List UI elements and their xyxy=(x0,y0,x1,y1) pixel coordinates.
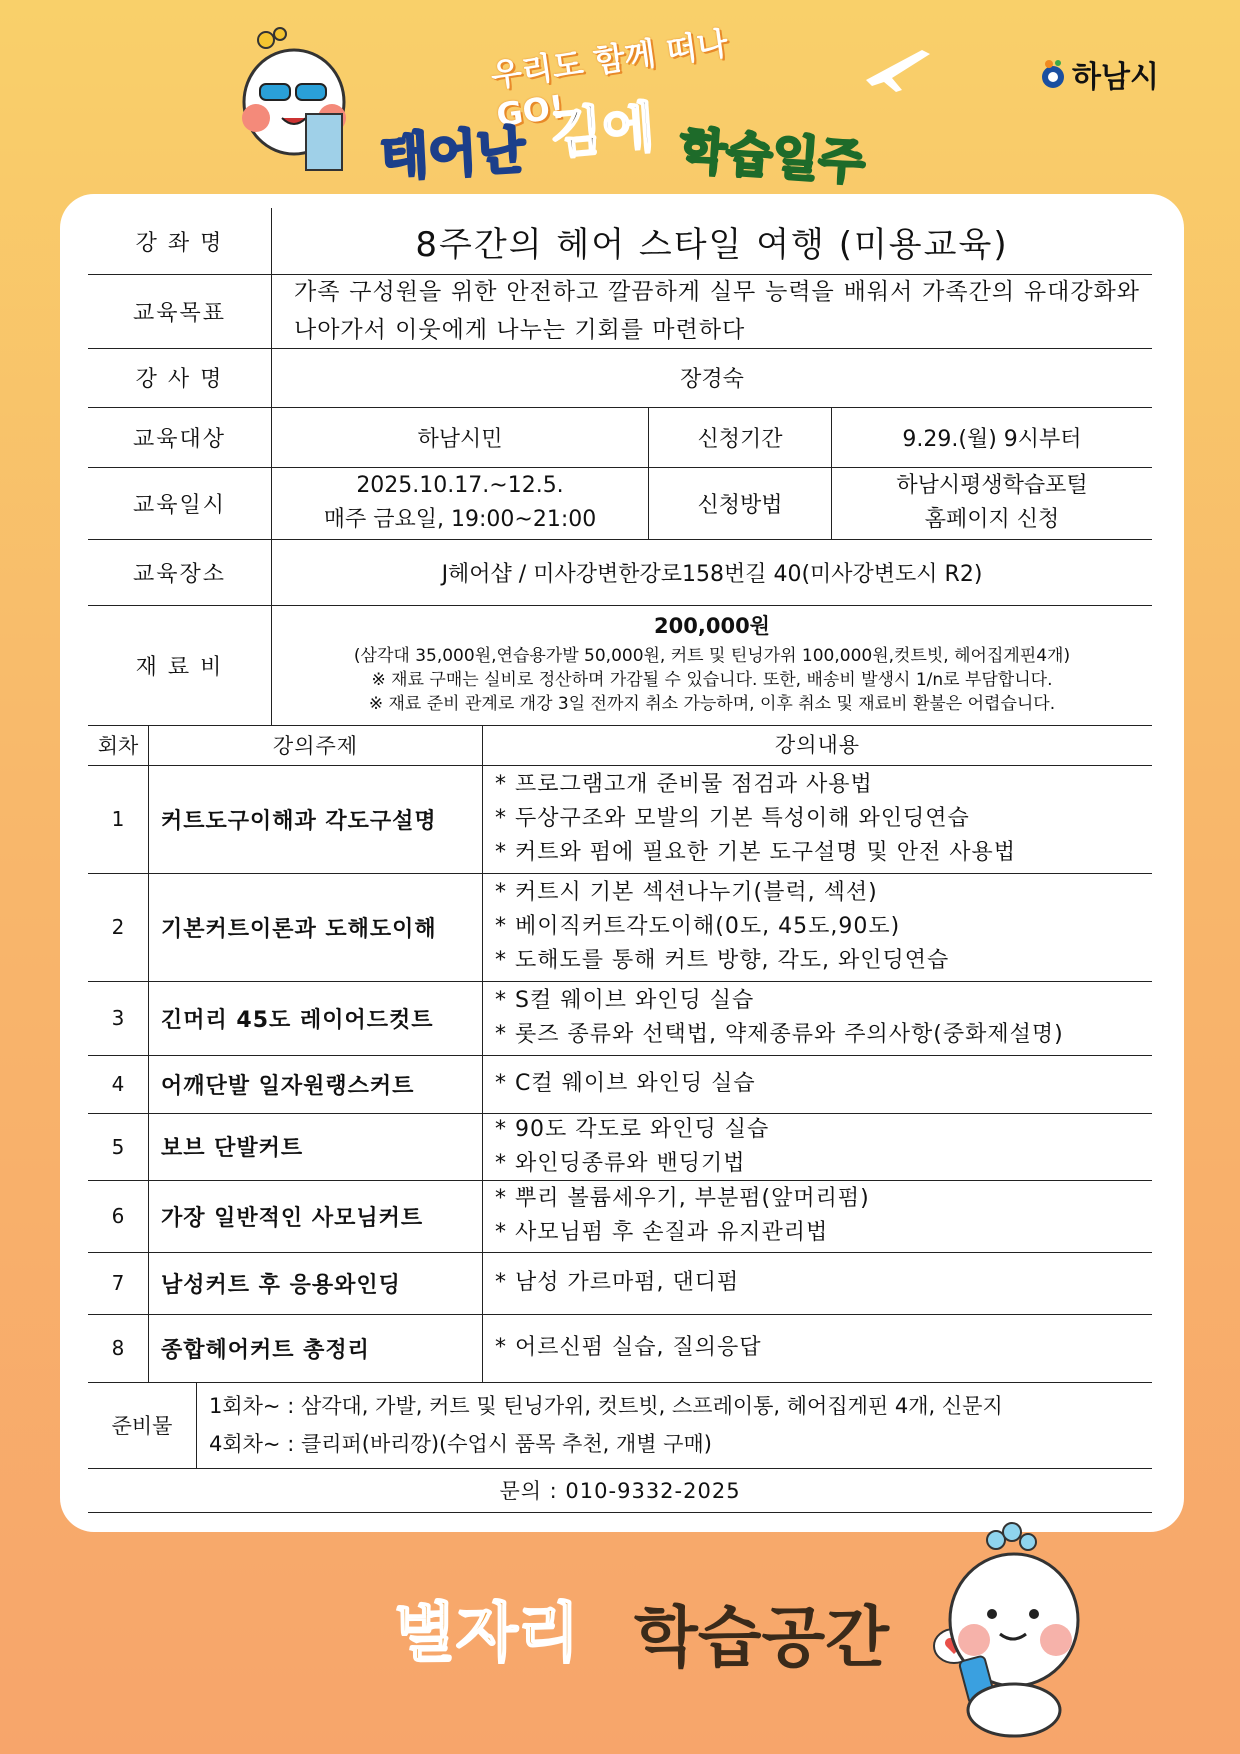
event-title xyxy=(378,88,900,192)
apply-method-value xyxy=(831,467,1152,539)
content-item: * 90도 각도로 와인딩 실습 xyxy=(495,1116,770,1142)
prep-line-1: 1회차~ : 삼각대, 가발, 커트 및 틴닝가위, 컷트빗, 스프레이통, 헤어집게핀 4개, 신문지 xyxy=(209,1394,1003,1418)
curriculum-row xyxy=(88,981,1152,1056)
content-item: * 도해도를 통해 커트 방향, 각도, 와인딩연습 xyxy=(495,948,950,973)
round-topic: 가장 일반적인 사모님커트 xyxy=(148,1180,482,1252)
curriculum-row xyxy=(88,873,1152,982)
content-item: * 베이직커트각도이해(0도, 45도,90도) xyxy=(495,914,901,939)
row-fee xyxy=(88,605,1152,726)
round-content xyxy=(482,1314,1152,1382)
content-item: * 남성 가르마펌, 댄디펌 xyxy=(495,1270,740,1295)
row-course xyxy=(88,208,1152,275)
logo-text: 하남시 xyxy=(1072,60,1159,95)
fee-label: 재 료 비 xyxy=(135,654,224,680)
round-content xyxy=(482,873,1152,981)
target-label: 교육대상 xyxy=(132,426,226,452)
content-item: * 커트시 기본 섹션나누기(블럭, 섹션) xyxy=(495,880,878,905)
round-number: 8 xyxy=(111,1336,125,1360)
content-item: * 뿌리 볼륨세우기, 부분펌(앞머리펌) xyxy=(495,1186,870,1211)
curriculum-row xyxy=(88,1252,1152,1315)
round-topic: 어깨단발 일자원랭스커트 xyxy=(148,1055,482,1113)
round-topic: 기본커트이론과 도해도이해 xyxy=(148,873,482,981)
prep-row xyxy=(88,1382,1152,1469)
header-round: 회차 xyxy=(97,734,139,758)
content-item: * 사모님펌 후 손질과 유지관리법 xyxy=(495,1220,829,1245)
round-content xyxy=(482,765,1152,873)
content-item: * 롯즈 종류와 선택법, 약제종류와 주의사항(중화제설명) xyxy=(495,1022,1064,1047)
round-number: 7 xyxy=(111,1271,125,1295)
round-content xyxy=(482,1252,1152,1314)
row-schedule xyxy=(88,467,1152,540)
course-label: 강 좌 명 xyxy=(135,230,224,256)
goal-text: 가족 구성원을 위한 안전하고 깔끔하게 실무 능력을 배워서 가족간의 유대강화와 나아가서 이웃에게 나누는 기회를 마련하다 xyxy=(271,274,1152,348)
curriculum-row xyxy=(88,1113,1152,1181)
round-topic: 남성커트 후 응용와인딩 xyxy=(148,1252,482,1314)
apply-period-label: 신청기간 xyxy=(648,407,831,467)
content-item: * S컬 웨이브 와인딩 실습 xyxy=(495,988,755,1013)
instructor-name: 장경숙 xyxy=(271,348,1152,407)
round-content xyxy=(482,981,1152,1055)
prep-content xyxy=(196,1382,1152,1468)
round-number: 1 xyxy=(111,807,125,831)
content-item: * C컬 웨이브 와인딩 실습 xyxy=(495,1071,756,1096)
curriculum-row xyxy=(88,1055,1152,1114)
title-part-2: 김에 xyxy=(548,95,657,166)
round-content xyxy=(482,1113,1152,1180)
header-topic: 강의주제 xyxy=(148,725,482,765)
schedule-time: 매주 금요일, 19:00~21:00 xyxy=(323,507,597,532)
round-topic: 커트도구이해과 각도구설명 xyxy=(148,765,482,873)
title-part-3: 학습일주 xyxy=(677,122,867,192)
fee-amount: 200,000원 xyxy=(654,614,770,638)
contact-info: 문의 : 010-9332-2025 xyxy=(88,1468,1152,1513)
schedule-dates: 2025.10.17.~12.5. xyxy=(356,473,564,498)
schedule-label: 교육일시 xyxy=(132,492,226,518)
mascot-traveler-icon xyxy=(236,18,356,178)
curriculum-row xyxy=(88,1314,1152,1383)
fee-note-1: ※ 재료 구매는 실비로 정산하며 가감될 수 있습니다. 또한, 배송비 발생시 1/n로 부담합니다. xyxy=(371,670,1053,690)
hanam-logo-icon xyxy=(1040,59,1066,89)
prep-line-2: 4회차~ : 클리퍼(바리깡)(수업시 품목 추천, 개별 구매) xyxy=(209,1432,712,1456)
content-item: * 커트와 펌에 필요한 기본 도구설명 및 안전 사용법 xyxy=(495,840,1016,865)
target-value: 하남시민 xyxy=(271,407,648,467)
content-item: * 어르신펌 실습, 질의응답 xyxy=(495,1335,762,1360)
tagline: 우리도 함께 떠나 GO! xyxy=(488,24,731,135)
fee-detail: (삼각대 35,000원,연습용가발 50,000원, 커트 및 틴닝가위 100,000원,컷트빗, 헤어집게핀4개) xyxy=(353,646,1071,666)
header-content: 강의내용 xyxy=(482,725,1152,765)
place-value: J헤어샵 / 미사강변한강로158번길 40(미사강변도시 R2) xyxy=(271,539,1152,605)
apply-period-value: 9.29.(월) 9시부터 xyxy=(831,407,1152,467)
round-number: 5 xyxy=(111,1134,125,1159)
round-content xyxy=(482,1180,1152,1252)
goal-label: 교육목표 xyxy=(132,300,226,326)
content-item: * 프로그램고개 준비물 점검과 사용법 xyxy=(495,772,873,797)
mascot-phone-icon xyxy=(934,1510,1094,1740)
content-item: * 와인딩종류와 밴딩기법 xyxy=(495,1150,746,1176)
curriculum-header xyxy=(88,725,1152,766)
airplane-icon xyxy=(862,40,934,94)
apply-method-line1: 하남시평생학습포털 xyxy=(896,473,1088,498)
curriculum-row xyxy=(88,765,1152,874)
round-number: 6 xyxy=(111,1204,125,1228)
footer-title xyxy=(394,1560,914,1680)
fee-value xyxy=(271,605,1152,725)
round-number: 2 xyxy=(111,915,125,939)
curriculum-row xyxy=(88,1180,1152,1253)
footer-title-part-2: 학습공간 xyxy=(634,1599,890,1676)
content-item: * 두상구조와 모발의 기본 특성이해 와인딩연습 xyxy=(495,806,970,831)
footer-title-part-1: 별자리 xyxy=(394,1597,580,1671)
round-topic: 보브 단발커트 xyxy=(148,1113,482,1180)
apply-method-line2: 홈페이지 신청 xyxy=(924,507,1060,532)
row-place xyxy=(88,539,1152,606)
row-instructor xyxy=(88,348,1152,408)
row-goal xyxy=(88,274,1152,349)
schedule-value xyxy=(271,467,648,539)
hanam-logo xyxy=(1040,52,1159,96)
fee-note-2: ※ 재료 준비 관계로 개강 3일 전까지 취소 가능하며, 이후 취소 및 재료비 환불은 어렵습니다. xyxy=(368,694,1056,714)
instructor-label: 강 사 명 xyxy=(135,367,224,392)
apply-method-label: 신청방법 xyxy=(648,467,831,539)
row-target xyxy=(88,407,1152,468)
round-topic: 종합헤어커트 총정리 xyxy=(148,1314,482,1382)
info-card xyxy=(60,194,1184,1532)
round-number: 4 xyxy=(111,1072,125,1096)
course-title: 8주간의 헤어 스타일 여행 (미용교육) xyxy=(271,208,1152,274)
round-content xyxy=(482,1055,1152,1113)
round-topic: 긴머리 45도 레이어드컷트 xyxy=(148,981,482,1055)
place-label: 교육장소 xyxy=(132,561,226,587)
title-part-1: 태어난 xyxy=(378,121,527,187)
prep-label: 준비물 xyxy=(111,1414,173,1438)
round-number: 3 xyxy=(111,1006,125,1030)
